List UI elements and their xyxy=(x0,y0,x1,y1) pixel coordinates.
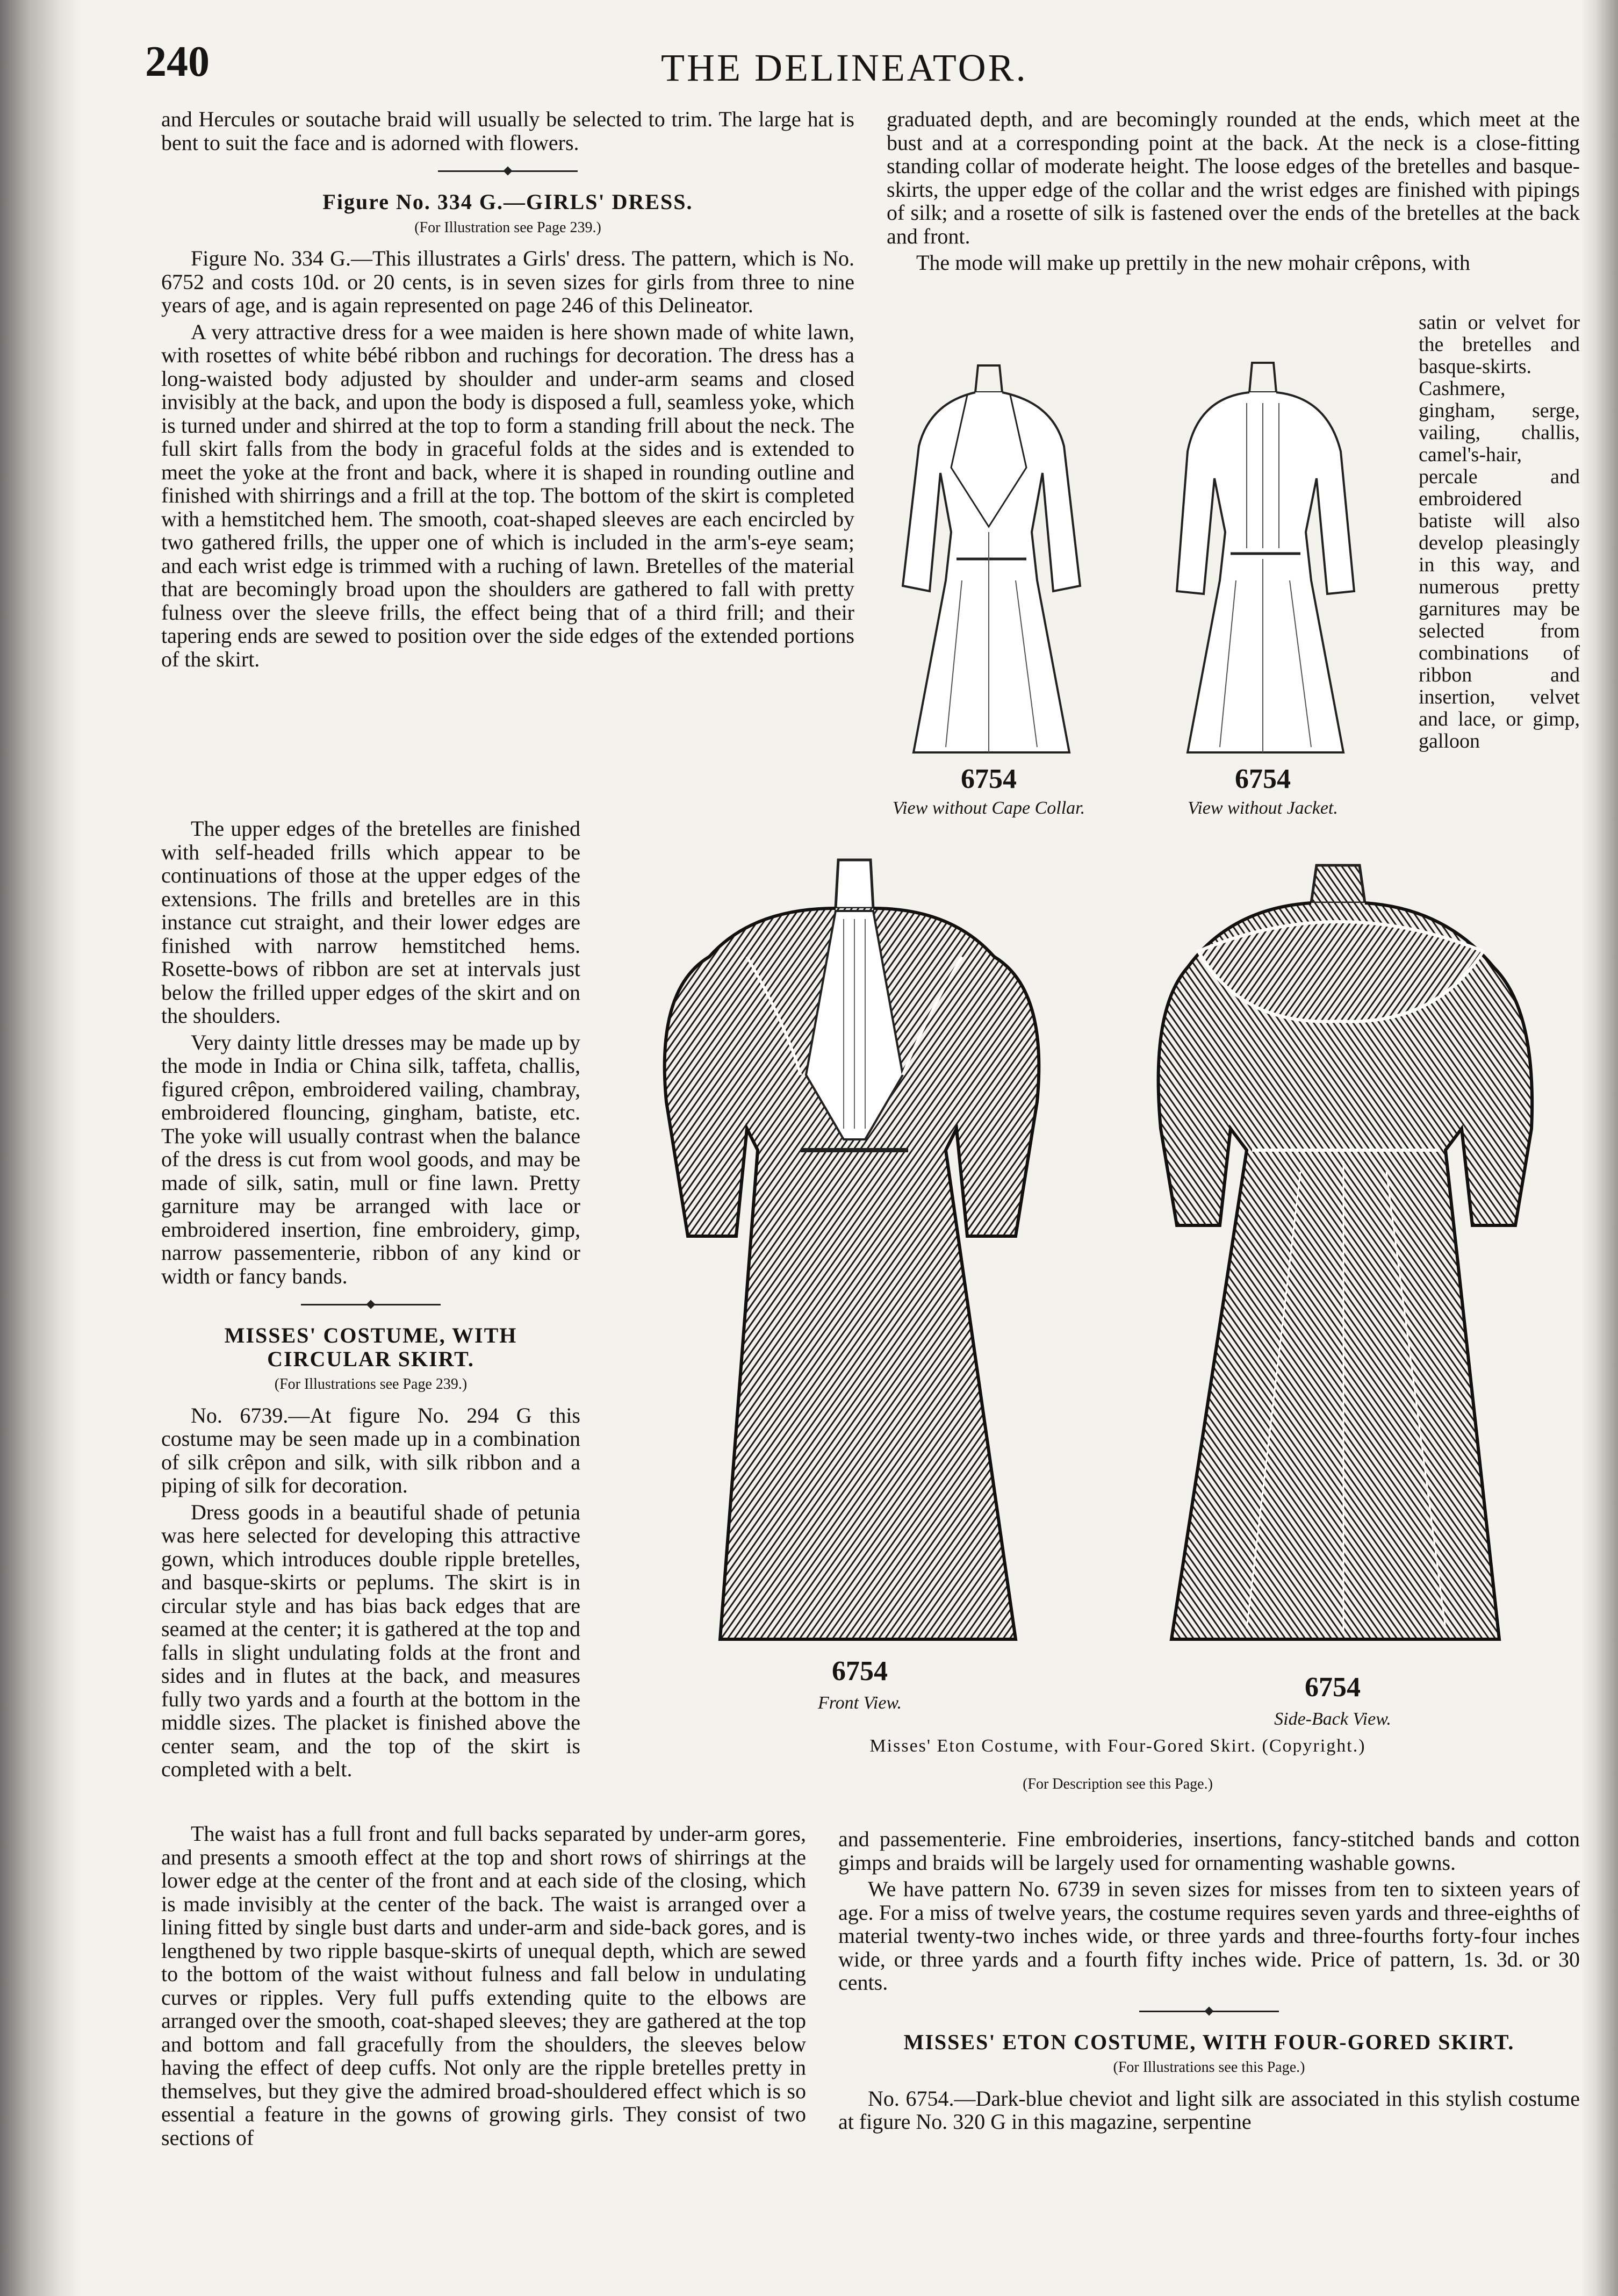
section-divider xyxy=(1139,2011,1279,2012)
intro-lines: and Hercules or soutache braid will usually be selected to trim. The large hat is bent to suit the face and is adorned with flowers. xyxy=(161,107,854,155)
running-title: THE DELINEATOR. xyxy=(661,46,1028,89)
right-mode-text-a: The mode will make up prettily in the new mohair crêpons, with xyxy=(916,250,1470,275)
right-bottom-text: and passementerie. Fine embroideries, insertions, fancy-stitched bands and cotton gimps and braids will be largely used for ornamenting washable gowns. xyxy=(838,1827,1580,1875)
small-figure-2-number: 6754 xyxy=(1235,764,1291,794)
illustration-caption-title: Misses' Eton Costume, with Four-Gored Skirt. xyxy=(869,1736,1257,1756)
pattern-text: We have pattern No. 6739 in seven sizes for misses from ten to sixteen years of age. For a miss of twelve years, the costume requires seven yards and three-eighths of material twenty-two inches wide, or three yards and three-fourths forty-four inches wide, or three yards and a fourth fifty inches wide. Price of pattern, 1s. 3d. or 30 cents. xyxy=(838,1877,1580,1994)
page-edge-shadow xyxy=(0,0,81,2296)
misses-6739-note: (For Illustrations see Page 239.) xyxy=(274,1376,468,1393)
right-column-strip xyxy=(1419,312,1580,756)
large-figure-front-number: 6754 xyxy=(832,1656,888,1687)
right-column-bottom xyxy=(838,1827,1580,2137)
dress-illustration-large-front xyxy=(623,849,1080,1655)
figure-334-paragraph-1: Figure No. 334 G.—This illustrates a Girls' dress. The pattern, which is No. 6752 and costs 10d. or 20 cents, is in seven sizes for girls from three to nine years of age, and is again represented on page 246 of this Delineator. xyxy=(161,246,854,317)
left-column-narrow xyxy=(161,817,580,1784)
left-column-bottom xyxy=(161,1822,806,2152)
small-figure-1-view: View without Cape Collar. xyxy=(892,798,1085,818)
figure-334-paragraph-2: A very attractive dress for a wee maiden is here shown made of white lawn, with rosettes of white bébé ribbon and ruchings for decoration. The dress has a long-waisted body adjusted by shoulder and under-arm seams and closed invisibly at the back, and upon the body is disposed a full, seamless yoke, which is turned under and shirred at the top to form a standing frill about the neck. The full skirt falls from the body in graceful folds at the sides and is extended to meet the yoke at the front and back, where it is shaped in rounding outline and finished with shirrings and a frill at the top. The bottom of the skirt is completed with a hemstitched hem. The smooth, coat-shaped sleeves are each encircled by two gathered frills, the upper one of which is included in the arm's-eye seam; and each wrist edge is trimmed with a ruching of lawn. Bretelles of the material that are becomingly broad upon the shoulders are gathered to fall with pretty fulness over the sleeve frills, the effect being that of a third frill; and their tapering ends are sewed to position over the side edges of the extended portions of the skirt. xyxy=(161,319,854,671)
figure-334-paragraph-4: Very dainty little dresses may be made up by the mode in India or China silk, taffeta, challis, figured crêpon, embroidered vailing, chambray, embroidered flouncing, gingham, batiste, etc. The yoke will usually contrast when the balance of the dress is cut from wool goods, and may be made of silk, satin, mull or fine lawn. Pretty garniture may be arranged with lace or embroidered insertion, fine embroidery, gimp, narrow passementerie, ribbon of any kind or width or fancy bands. xyxy=(161,1030,580,1288)
large-figure-front-view: Front View. xyxy=(817,1693,902,1713)
misses-6739-paragraph-3: The waist has a full front and full backs separated by under-arm gores, and presents a smooth effect at the top and short rows of shirrings at the lower edge at the center of the front and at each side of the closing, which is made invisibly at the center of the back. The waist is arranged over a lining fitted by single bust darts and under-arm and side-back gores, and is lengthened by two ripple basque-skirts of unequal depth, which are sewed to the bottom of the waist without fulness and fall below in undulating curves or ripples. Very full puffs extending quite to the elbows are arranged over the smooth, coat-shaped sleeves; they are gathered at the top and bottom and fall gracefully from the shoulders, the sleeves below having the effect of deep cuffs. Not only are the ripple bretelles pretty in themselves, but they give the admired broad-shouldered effect which is so essential a feature in the gowns of growing girls. They consist of two sections of xyxy=(161,1821,806,2150)
large-figure-back-number: 6754 xyxy=(1305,1672,1361,1703)
page-number: 240 xyxy=(145,38,210,85)
illustration-description-note: (For Description see this Page.) xyxy=(1023,1776,1213,1792)
eton-text: No. 6754.—Dark-blue cheviot and light silk are associated in this stylish costume at figure No. 320 G in this magazine, serpentine xyxy=(838,2086,1580,2134)
figure-334-heading: Figure No. 334 G.—GIRLS' DRESS. xyxy=(322,190,693,214)
figure-334-note: (For Illustration see Page 239.) xyxy=(414,219,601,236)
small-figure-2-view: View without Jacket. xyxy=(1188,798,1338,818)
dress-illustration-small-2 xyxy=(1155,355,1370,763)
dress-illustration-small-1 xyxy=(881,355,1096,763)
right-top-text: graduated depth, and are becomingly rounded at the ends, which meet at the bust and at a corresponding point at the back. At the neck is a close-fitting standing collar of moderate height. The loose edges of the bretelles and basque-skirts, the upper edge of the collar and the wrist edges are finished with pipings of silk; and a rosette of silk is fastened over the ends of the bretelles at the back and front. xyxy=(887,107,1580,248)
misses-6739-paragraph-1: No. 6739.—At figure No. 294 G this costume may be seen made up in a combination of silk crêpon and silk, with silk ribbon and a piping of silk for decoration. xyxy=(161,1403,580,1497)
illustration-copyright: (Copyright.) xyxy=(1262,1736,1366,1756)
page-edge-shadow-right xyxy=(1580,0,1618,2296)
large-figure-back-view: Side-Back View. xyxy=(1274,1709,1391,1729)
misses-6739-heading: MISSES' COSTUME, WITH CIRCULAR SKIRT. xyxy=(224,1323,517,1371)
section-divider xyxy=(438,170,578,172)
right-column-top xyxy=(887,107,1580,278)
right-mode-text-b: satin or velvet for the bretelles and basque-skirts. Cashmere, gingham, serge, vailing, challis, camel's-hair, percale and embroidered batiste will also develop pleasingly in this way, and numerous pretty garnitures may be selected from combinations of ribbon and insertion, velvet and lace, or gimp, galloon xyxy=(1419,311,1580,752)
misses-6739-paragraph-2: Dress goods in a beautiful shade of petunia was here selected for developing this attractive gown, which introduces double ripple bretelles, and basque-skirts or peplums. The skirt is in circular style and has bias back edges that are seamed at the center; it is gathered at the top and falls in slight undulating folds at the front and sides and in flutes at the back, and measures fully two yards and a fourth at the bottom in the middle sizes. The placket is finished above the center seam, and the top of the skirt is completed with a belt. xyxy=(161,1499,580,1781)
section-divider xyxy=(301,1304,441,1305)
left-column-top xyxy=(161,107,854,674)
dress-illustration-large-back xyxy=(1112,849,1569,1655)
eton-heading: MISSES' ETON COSTUME, WITH FOUR-GORED SKIRT. xyxy=(903,2029,1515,2054)
eton-note: (For Illustrations see this Page.) xyxy=(1113,2059,1305,2076)
figure-334-paragraph-3: The upper edges of the bretelles are finished with self-headed frills which appear to be continuations of those at the upper edges of the extensions. The frills and bretelles are in this instance cut straight, and their lower edges are finished with narrow hemstitched hems. Rosette-bows of ribbon are set at intervals just below the frilled upper edges of the skirt and on the shoulders. xyxy=(161,816,580,1028)
illustration-caption xyxy=(742,1736,1494,1756)
small-figure-1-number: 6754 xyxy=(961,764,1017,794)
